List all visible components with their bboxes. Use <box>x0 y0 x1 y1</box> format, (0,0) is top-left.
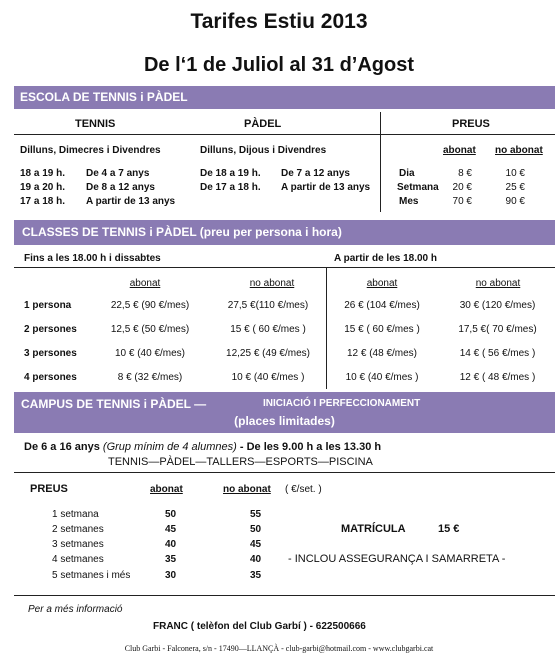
price-row-1-period: Dia <box>399 168 415 179</box>
padel-days: Dilluns, Dijous i Divendres <box>200 145 327 156</box>
campus-row-1-label: 1 setmana <box>52 509 99 520</box>
campus-row-2-no-abonat: 50 <box>250 524 262 535</box>
classes-abonat-1: abonat <box>129 278 161 289</box>
price-row-2-no-abonat: 25 € <box>505 182 525 193</box>
padel-row-2-age: A partir de 13 anys <box>281 182 371 193</box>
escola-header-divider <box>14 134 555 135</box>
campus-schedule <box>24 441 381 453</box>
tennis-row-2-time: 19 a 20 h. <box>20 182 66 193</box>
tennis-days: Dilluns, Dimecres i Divendres <box>20 145 161 156</box>
campus-abonat-header: abonat <box>150 484 183 495</box>
campus-row-5-label: 5 setmanes i més <box>52 570 131 581</box>
classes-row-4-n1: 10 € (40 €/mes ) <box>231 372 305 383</box>
classes-no-abonat-1: no abonat <box>249 278 295 289</box>
campus-ages: De 6 a 16 anys <box>24 441 100 453</box>
campus-row-1-no-abonat: 55 <box>250 509 262 520</box>
padel-row-2-time: De 17 a 18 h. <box>200 182 261 193</box>
campus-row-4-abonat: 35 <box>165 554 177 565</box>
band-campus-label: CAMPUS DE TENNIS i PÀDEL — <box>21 397 207 411</box>
campus-row-3-label: 3 setmanes <box>52 539 104 550</box>
campus-group-note: (Grup mínim de 4 alumnes) <box>102 441 237 453</box>
col-padel: PÀDEL <box>244 118 282 130</box>
tennis-row-2-age: De 8 a 12 anys <box>86 182 155 193</box>
footer-info-label: Per a més informació <box>28 604 123 615</box>
campus-row-1-abonat: 50 <box>165 509 177 520</box>
col-preus: PREUS <box>452 118 490 130</box>
classes-right-header: A partir de les 18.00 h <box>334 253 438 264</box>
page-subtitle: De l‘1 de Juliol al 31 d’Agost <box>143 54 415 76</box>
campus-row-4-no-abonat: 40 <box>250 554 262 565</box>
price-row-3-period: Mes <box>399 196 419 207</box>
classes-row-3-n1: 12,25 € (49 €/mes) <box>226 348 310 359</box>
price-row-1-no-abonat: 10 € <box>505 168 525 179</box>
band-campus-limited: (places limitades) <box>234 414 335 428</box>
section-band-campus <box>14 392 555 433</box>
campus-row-5-no-abonat: 35 <box>250 570 262 581</box>
classes-row-2-n1: 15 € ( 60 €/mes ) <box>230 324 306 335</box>
band-classes-label: CLASSES DE TENNIS i PÀDEL (preu per persona i hora) <box>22 225 342 239</box>
col-tennis: TENNIS <box>75 118 116 130</box>
classes-row-3-a2: 12 € (48 €/mes) <box>346 348 418 359</box>
classes-row-3-n2: 14 € ( 56 €/mes ) <box>459 348 536 359</box>
campus-per-week: ( €/set. ) <box>285 484 322 495</box>
footer-address: Club Garbi - Falconera, s/n - 17490—LLANÇÀ - club-garbi@hotmail.com - www.clubgarbi.cat <box>124 644 434 653</box>
classes-row-3-label: 3 persones <box>24 348 77 359</box>
campus-hours: - De les 9.00 h a les 13.30 h <box>236 441 382 453</box>
tennis-row-1-time: 18 a 19 h. <box>20 168 66 179</box>
campus-activities: TENNIS—PÀDEL—TALLERS—ESPORTS—PISCINA <box>108 456 373 468</box>
footer-divider <box>14 595 555 596</box>
classes-row-1-label: 1 persona <box>24 300 72 311</box>
padel-row-1-age: De 7 a 12 anys <box>281 168 350 179</box>
price-row-2-abonat: 20 € <box>452 182 472 193</box>
escola-no-abonat-header: no abonat <box>495 145 543 156</box>
classes-row-1-n2: 30 € (120 €/mes) <box>459 300 536 311</box>
classes-row-2-label: 2 persones <box>24 324 77 335</box>
escola-column-divider <box>380 112 381 212</box>
classes-row-2-a1: 12,5 € (50 €/mes) <box>110 324 190 335</box>
matricula-price: 15 € <box>438 523 460 535</box>
campus-row-2-label: 2 setmanes <box>52 524 104 535</box>
campus-divider <box>14 472 555 473</box>
section-band-escola <box>14 86 555 109</box>
campus-row-3-no-abonat: 45 <box>250 539 262 550</box>
classes-row-2-a2: 15 € ( 60 €/mes ) <box>344 324 420 335</box>
price-row-3-abonat: 70 € <box>452 196 472 207</box>
classes-row-1-a2: 26 € (104 €/mes) <box>344 300 420 311</box>
tennis-row-3-age: A partir de 13 anys <box>86 196 176 207</box>
classes-left-header: Fins a les 18.00 h i dissabtes <box>24 253 161 264</box>
classes-row-2-n2: 17,5 €( 70 €/mes) <box>458 324 537 335</box>
escola-abonat-header: abonat <box>443 145 476 156</box>
price-row-2-period: Setmana <box>397 182 439 193</box>
campus-row-2-abonat: 45 <box>165 524 177 535</box>
campus-row-3-abonat: 40 <box>165 539 177 550</box>
padel-row-1-time: De 18 a 19 h. <box>200 168 261 179</box>
classes-row-4-label: 4 persones <box>24 372 77 383</box>
campus-preus: PREUS <box>30 483 68 495</box>
tennis-row-3-time: 17 a 18 h. <box>20 196 66 207</box>
classes-row-4-a2: 10 € (40 €/mes ) <box>345 372 419 383</box>
campus-no-abonat-header: no abonat <box>223 484 271 495</box>
page-title: Tarifes Estiu 2013 <box>190 10 368 33</box>
classes-no-abonat-2: no abonat <box>475 278 521 289</box>
classes-row-3-a1: 10 € (40 €/mes) <box>114 348 186 359</box>
campus-row-4-label: 4 setmanes <box>52 554 104 565</box>
tennis-row-1-age: De 4 a 7 anys <box>86 168 150 179</box>
price-row-3-no-abonat: 90 € <box>505 196 525 207</box>
classes-row-1-a1: 22,5 € (90 €/mes) <box>110 300 190 311</box>
classes-row-4-a1: 8 € (32 €/mes) <box>117 372 183 383</box>
matricula-label: MATRÍCULA <box>341 523 406 535</box>
insurance-note: - INCLOU ASSEGURANÇA I SAMARRETA - <box>288 553 506 565</box>
classes-column-divider <box>326 267 327 389</box>
section-band-classes <box>14 220 555 245</box>
band-escola-label: ESCOLA DE TENNIS i PÀDEL <box>20 90 188 104</box>
classes-abonat-2: abonat <box>366 278 398 289</box>
classes-row-4-n2: 12 € ( 48 €/mes ) <box>459 372 536 383</box>
campus-row-5-abonat: 30 <box>165 570 177 581</box>
band-campus-level: INICIACIÓ I PERFECCIONAMENT <box>263 398 421 409</box>
classes-row-1-n1: 27,5 €(110 €/mes) <box>227 300 309 311</box>
footer-contact: FRANC ( telèfon del Club Garbí ) - 622500666 <box>153 621 366 632</box>
classes-header-divider <box>14 267 555 268</box>
price-row-1-abonat: 8 € <box>458 168 472 179</box>
